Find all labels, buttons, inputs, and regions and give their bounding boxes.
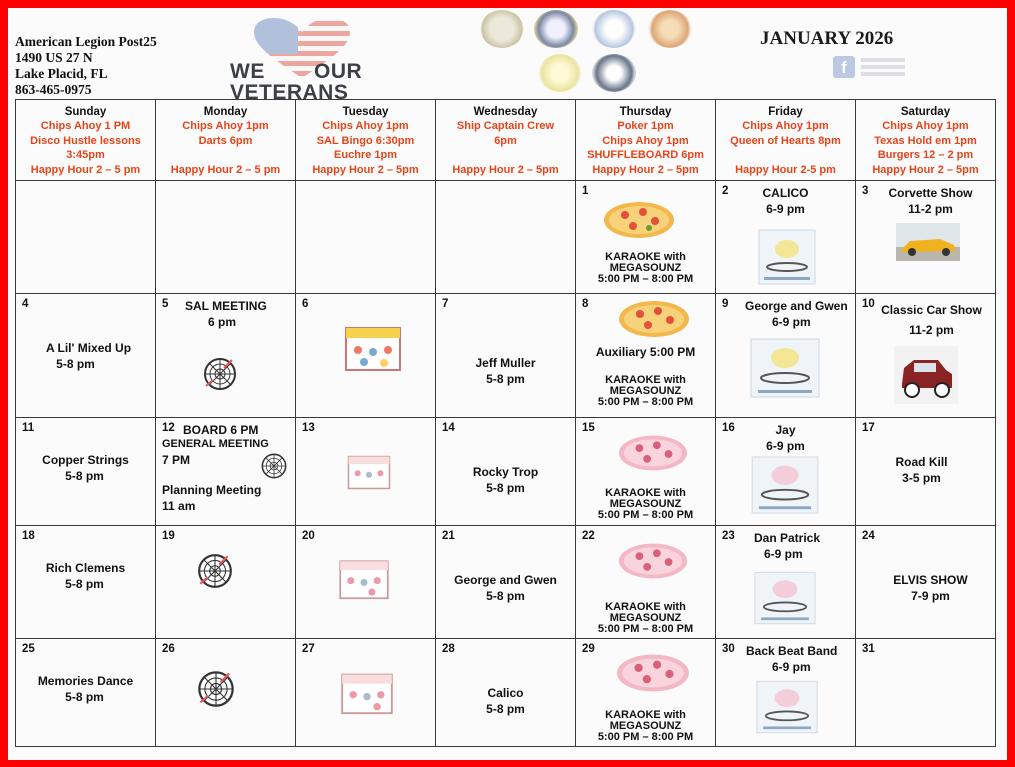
event-line: MEGASOUNZ <box>609 385 682 397</box>
post-street: 1490 US 27 N <box>15 50 93 65</box>
day-number: 25 <box>22 643 35 655</box>
day-cell-11 <box>16 418 156 526</box>
day-cell-22 <box>576 526 716 639</box>
day-number: 23 <box>722 530 735 542</box>
event-line: 5-8 pm <box>65 690 104 704</box>
week-row <box>16 418 996 526</box>
day-cell-19 <box>156 526 296 639</box>
fish-fry-poster-icon <box>754 570 816 626</box>
event-line: Corvette Show <box>888 186 973 200</box>
fish-fry-poster-icon <box>750 456 820 514</box>
event-line: 5-8 pm <box>486 702 525 716</box>
classic-car-icon <box>894 346 958 404</box>
event-line: 6-9 pm <box>766 439 805 453</box>
military-seals <box>476 8 736 98</box>
facebook-text-blur <box>861 58 905 62</box>
event-line: Rich Clemens <box>45 561 126 575</box>
day-cell-3 <box>856 181 996 294</box>
event-line: Road Kill <box>895 455 948 469</box>
event-line: SAL MEETING <box>185 299 267 313</box>
event-line: KARAOKE with <box>605 487 686 499</box>
day-cell-26 <box>156 639 296 747</box>
day-number: 5 <box>162 298 169 310</box>
post-name: American Legion Post25 <box>15 34 157 49</box>
activity-line: Queen of Hearts 8pm <box>730 134 841 147</box>
empty-day-cell <box>156 181 296 294</box>
weekday-header-monday <box>156 100 296 181</box>
activity-line: Chips Ahoy 1 PM <box>40 120 131 132</box>
day-cell-2 <box>716 181 856 294</box>
event-line: KARAOKE with <box>605 251 686 263</box>
event-line: 5-8 pm <box>486 372 525 386</box>
dartboard-icon <box>202 356 238 392</box>
dartboard-icon <box>196 669 236 709</box>
event-line: 6-9 pm <box>772 315 811 329</box>
event-line: BOARD 6 PM <box>183 423 259 437</box>
activity-line: Happy Hour 2 – 5 pm <box>30 163 141 176</box>
event-line: KARAOKE with <box>605 601 686 613</box>
event-line: 5-8 pm <box>486 481 525 495</box>
event-line: 7-9 pm <box>911 589 950 603</box>
weekday-header-saturday <box>856 100 996 181</box>
empty-day-cell <box>296 181 436 294</box>
marines-seal-icon <box>648 10 692 48</box>
post-address-block <box>15 34 157 98</box>
event-line: 11-2 pm <box>909 323 954 337</box>
day-number: 28 <box>442 643 455 655</box>
bingo-card-icon <box>344 452 394 490</box>
activity-line: Ship Captain Crew <box>456 120 555 132</box>
event-line: Back Beat Band <box>746 644 838 658</box>
event-line: Copper Strings <box>42 453 129 467</box>
weekday-name: Sunday <box>64 106 107 118</box>
day-cell-10 <box>856 294 996 418</box>
day-number: 18 <box>22 530 35 542</box>
day-number: 1 <box>582 185 589 197</box>
day-cell-28 <box>436 639 576 747</box>
activity-line: Happy Hour 2 – 5pm <box>312 163 419 176</box>
activity-line: Happy Hour 2 – 5pm <box>592 163 699 176</box>
dartboard-icon <box>196 552 234 590</box>
day-cell-27 <box>296 639 436 747</box>
event-line: 5-8 pm <box>65 469 104 483</box>
day-number: 3 <box>862 185 869 197</box>
day-cell-15 <box>576 418 716 526</box>
event-line: 6-9 pm <box>772 660 811 674</box>
event-line: 5-8 pm <box>65 577 104 591</box>
event-line: 6-9 pm <box>766 202 805 216</box>
event-line: GENERAL MEETING <box>162 438 269 450</box>
fish-fry-poster-icon <box>756 679 818 735</box>
day-number: 20 <box>302 530 315 542</box>
activity-line: SHUFFLEBOARD 6pm <box>587 149 704 161</box>
day-number: 2 <box>722 185 729 197</box>
day-number: 4 <box>22 298 29 310</box>
air-force-seal-icon <box>592 10 636 48</box>
event-line: 5-8 pm <box>486 589 525 603</box>
event-line: 5:00 PM – 8:00 PM <box>597 509 694 521</box>
event-line: 5:00 PM – 8:00 PM <box>597 623 694 635</box>
activity-line: Euchre 1pm <box>334 149 397 161</box>
day-number: 27 <box>302 643 315 655</box>
activity-line: Happy Hour 2-5 pm <box>735 163 836 176</box>
event-line: 6 pm <box>208 315 237 329</box>
day-cell-14 <box>436 418 576 526</box>
day-number: 12 <box>162 422 175 434</box>
pizza-icon <box>618 542 688 580</box>
activity-line: Happy Hour 2 – 5pm <box>872 163 979 176</box>
bingo-card-icon <box>340 669 394 715</box>
day-cell-24 <box>856 526 996 639</box>
activity-line: Chips Ahoy 1pm <box>742 120 829 132</box>
day-number: 19 <box>162 530 175 542</box>
day-cell-13 <box>296 418 436 526</box>
day-number: 8 <box>582 298 589 310</box>
day-number: 14 <box>442 422 455 434</box>
event-line: Jeff Muller <box>475 356 536 370</box>
weekday-header-tuesday <box>296 100 436 181</box>
day-cell-30 <box>716 639 856 747</box>
week-row <box>16 526 996 639</box>
weekday-header-sunday <box>16 100 156 181</box>
activity-line: Chips Ahoy 1pm <box>602 134 689 147</box>
day-cell-17 <box>856 418 996 526</box>
event-line: MEGASOUNZ <box>609 262 682 274</box>
event-line: Memories Dance <box>37 674 134 688</box>
day-cell-16 <box>716 418 856 526</box>
event-line: Dan Patrick <box>754 531 821 545</box>
activity-line: SAL Bingo 6:30pm <box>316 134 415 147</box>
pizza-icon <box>618 434 688 472</box>
event-line: Jay <box>775 423 796 437</box>
day-number: 10 <box>862 298 875 310</box>
event-line: ELVIS SHOW <box>893 573 968 587</box>
day-number: 21 <box>442 530 455 542</box>
week-row <box>16 181 996 294</box>
event-line: Rocky Trop <box>472 465 539 479</box>
post-city: Lake Placid, FL <box>15 66 108 81</box>
pizza-icon <box>603 201 675 239</box>
event-line: Planning Meeting <box>162 483 262 497</box>
day-cell-1 <box>576 181 716 294</box>
logo-word-our: OUR <box>314 60 363 83</box>
activity-line: Darts 6pm <box>198 134 253 147</box>
day-cell-9 <box>716 294 856 418</box>
activity-line: Poker 1pm <box>617 120 674 132</box>
space-force-seal-icon <box>592 54 636 92</box>
activity-line: Burgers 12 – 2 pm <box>877 149 974 161</box>
day-number: 11 <box>22 422 35 434</box>
facebook-icon: f <box>833 56 855 78</box>
day-number: 31 <box>862 643 875 655</box>
day-cell-8 <box>576 294 716 418</box>
day-cell-5 <box>156 294 296 418</box>
weekday-name: Friday <box>768 106 803 118</box>
corvette-car-icon <box>896 223 960 261</box>
army-seal-icon <box>480 10 524 48</box>
week-row <box>16 639 996 747</box>
activity-line: 6pm <box>494 134 517 147</box>
day-number: 15 <box>582 422 595 434</box>
weekday-name: Monday <box>203 106 248 118</box>
activity-line: Happy Hour 2 – 5pm <box>452 163 559 176</box>
activity-line: Disco Hustle lessons <box>30 134 141 147</box>
activity-line: Happy Hour 2 – 5 pm <box>170 163 281 176</box>
event-line: 11 am <box>162 499 196 513</box>
post-phone: 863-465-0975 <box>15 82 92 97</box>
day-cell-12 <box>156 418 296 526</box>
day-number: 17 <box>862 422 875 434</box>
facebook-badge <box>833 56 905 78</box>
we-love-our-veterans-logo <box>230 18 372 104</box>
day-cell-20 <box>296 526 436 639</box>
event-line: MEGASOUNZ <box>609 720 682 732</box>
event-line: MEGASOUNZ <box>609 612 682 624</box>
pizza-icon <box>618 300 690 338</box>
bingo-card-icon <box>344 322 402 372</box>
logo-word-veterans: VETERANS <box>230 81 349 104</box>
month-title: JANUARY 2026 <box>760 28 894 49</box>
event-line: 5:00 PM – 8:00 PM <box>597 396 694 408</box>
weekday-name: Tuesday <box>342 106 389 118</box>
day-cell-21 <box>436 526 576 639</box>
day-number: 7 <box>442 298 449 310</box>
calendar-grid <box>15 99 996 747</box>
event-line: 5:00 PM – 8:00 PM <box>597 273 694 285</box>
day-number: 13 <box>302 422 315 434</box>
pizza-icon <box>616 649 690 697</box>
activity-line: Chips Ahoy 1pm <box>322 120 409 132</box>
weekday-name: Wednesday <box>473 106 538 118</box>
weekday-name: Thursday <box>619 106 672 118</box>
activity-line: Chips Ahoy 1pm <box>882 120 969 132</box>
day-number: 22 <box>582 530 595 542</box>
day-cell-7 <box>436 294 576 418</box>
event-line: Classic Car Show <box>881 303 982 317</box>
day-number: 6 <box>302 298 309 310</box>
day-number: 9 <box>722 298 729 310</box>
fish-fry-poster-icon <box>758 229 816 285</box>
day-number: 16 <box>722 422 735 434</box>
activity-line: 3:45pm <box>66 149 105 161</box>
empty-day-cell <box>436 181 576 294</box>
dartboard-icon <box>260 452 288 480</box>
weekday-header-friday <box>716 100 856 181</box>
fish-fry-poster-icon <box>750 338 820 398</box>
navy-seal-icon <box>534 10 578 48</box>
event-line: 5:00 PM – 8:00 PM <box>597 731 694 743</box>
day-cell-6 <box>296 294 436 418</box>
week-row <box>16 294 996 418</box>
event-line: KARAOKE with <box>605 374 686 386</box>
day-cell-31 <box>856 639 996 747</box>
activity-line: Texas Hold em 1pm <box>874 134 977 147</box>
event-line: 7 PM <box>162 453 191 467</box>
event-line: 6-9 pm <box>764 547 803 561</box>
coast-guard-seal-icon <box>538 54 582 92</box>
event-line: Auxiliary 5:00 PM <box>595 345 696 359</box>
day-number: 26 <box>162 643 175 655</box>
event-line: CALICO <box>762 186 809 200</box>
weekday-header-thursday <box>576 100 716 181</box>
event-line: 3-5 pm <box>902 471 941 485</box>
day-number: 24 <box>862 530 875 542</box>
day-cell-29 <box>576 639 716 747</box>
day-number: 30 <box>722 643 735 655</box>
event-line: A Lil' Mixed Up <box>45 341 132 355</box>
event-line: MEGASOUNZ <box>609 498 682 510</box>
event-line: George and Gwen <box>745 299 848 313</box>
day-cell-25 <box>16 639 156 747</box>
day-cell-18 <box>16 526 156 639</box>
bingo-card-icon <box>338 556 390 600</box>
event-line: 11-2 pm <box>908 202 953 216</box>
day-cell-4 <box>16 294 156 418</box>
event-line: George and Gwen <box>454 573 557 587</box>
event-line: Calico <box>487 686 524 700</box>
weekday-header-wednesday <box>436 100 576 181</box>
calendar-flyer <box>8 8 1007 760</box>
empty-day-cell <box>16 181 156 294</box>
day-number: 29 <box>582 643 595 655</box>
day-cell-23 <box>716 526 856 639</box>
weekday-header-row <box>16 100 996 181</box>
weekday-name: Saturday <box>900 106 951 118</box>
event-line: KARAOKE with <box>605 709 686 721</box>
logo-word-we: WE <box>230 60 265 83</box>
activity-line: Chips Ahoy 1pm <box>182 120 269 132</box>
event-line: 5-8 pm <box>56 357 95 371</box>
